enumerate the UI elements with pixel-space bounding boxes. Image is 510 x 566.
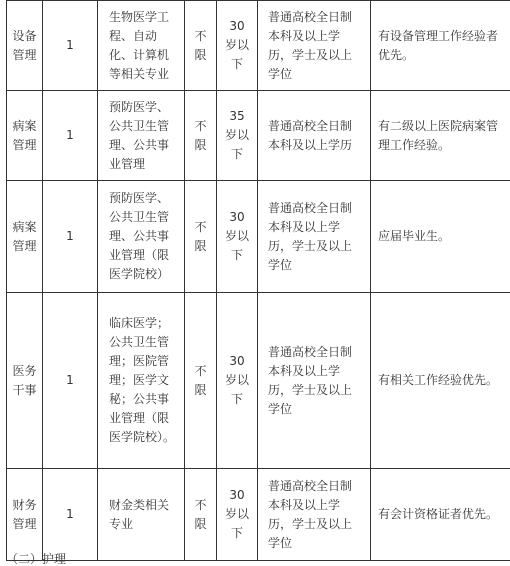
position-name-cell: 设备管理 [7, 1, 43, 91]
gender-cell: 不限 [185, 1, 217, 91]
age-cell: 35岁以下 [217, 91, 258, 181]
headcount-cell: 1 [43, 181, 98, 293]
education-cell: 普通高校全日制本科及以上学历，学士及以上学位 [258, 469, 371, 561]
requirement-cell: 应届毕业生。 [371, 181, 510, 293]
headcount-cell: 1 [43, 293, 98, 469]
major-cell: 生物医学工程、自动化、计算机等相关专业 [98, 1, 185, 91]
gender-cell: 不限 [185, 91, 217, 181]
gender-cell: 不限 [185, 293, 217, 469]
age-cell: 30岁以下 [217, 1, 258, 91]
age-cell: 30岁以下 [217, 181, 258, 293]
headcount-cell: 1 [43, 1, 98, 91]
table-row [7, 469, 510, 561]
age-cell: 30岁以下 [217, 469, 258, 561]
major-cell: 财金类相关专业 [98, 469, 185, 561]
requirement-cell: 有设备管理工作经验者优先。 [371, 1, 510, 91]
requirement-cell: 有会计资格证者优先。 [371, 469, 510, 561]
major-cell: 临床医学；公共卫生管理；医院管理；医学文秘；公共事业管理（限医学院校）。 [98, 293, 185, 469]
education-cell: 普通高校全日制本科及以上学历，学士及以上学位 [258, 181, 371, 293]
education-cell: 普通高校全日制本科及以上学历 [258, 91, 371, 181]
table-row [7, 181, 510, 293]
headcount-cell: 1 [43, 91, 98, 181]
table-row [7, 1, 510, 91]
age-cell: 30岁以下 [217, 293, 258, 469]
position-name-cell: 病案管理 [7, 91, 43, 181]
position-name-cell: 财务管理 [7, 469, 43, 561]
requirement-cell: 有相关工作经验优先。 [371, 293, 510, 469]
gender-cell: 不限 [185, 181, 217, 293]
section-heading-nursing: （二）护理 [6, 552, 66, 566]
education-cell: 普通高校全日制本科及以上学历，学士及以上学位 [258, 293, 371, 469]
gender-cell: 不限 [185, 469, 217, 561]
recruitment-table [6, 0, 510, 561]
education-cell: 普通高校全日制本科及以上学历，学士及以上学位 [258, 1, 371, 91]
headcount-cell: 1 [43, 469, 98, 561]
position-name-cell: 病案管理 [7, 181, 43, 293]
position-name-cell: 医务干事 [7, 293, 43, 469]
major-cell: 预防医学、公共卫生管理、公共事业管理 [98, 91, 185, 181]
requirement-cell: 有二级以上医院病案管理工作经验。 [371, 91, 510, 181]
major-cell: 预防医学、公共卫生管理、公共事业管理（限医学院校） [98, 181, 185, 293]
table-row [7, 91, 510, 181]
table-row [7, 293, 510, 469]
